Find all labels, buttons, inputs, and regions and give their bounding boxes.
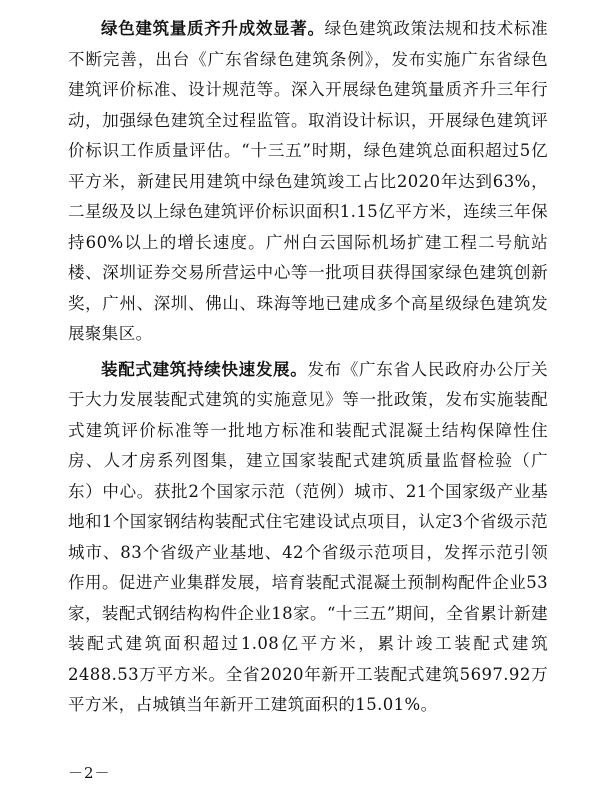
page-number: －2－ <box>68 764 111 782</box>
paragraph-heading: 绿色建筑量质齐升成效显著。 <box>101 19 325 38</box>
document-page <box>68 14 548 721</box>
paragraph-heading: 装配式建筑持续快速发展。 <box>101 359 308 379</box>
paragraph-body: 发布《广东省人民政府办公厅关于大力发展装配式建筑的实施意见》等一批政策，发布实施装配式建筑评价标准等一批地方标准和装配式混凝土结构保障性住房、人才房系列图集，建立国家装配式建筑质量监督检验（广东）中心。获批2个国家示范（范例）城市、21个国家级产业基地和1个国家钢结构装配式住宅建设试点项目，认定3个省级示范城市、83个省级产业基地、42个省级示范项目，发挥示范引领作用。促进产业集群发展，培育装配式混凝土预制构配件企业53家，装配式钢结构构件企业18家。“十三五”期间，全省累计新建装配式建筑面积超过1.08亿平方米，累计竣工装配式建筑2488.53万平方米。全省2020年新开工装配式建筑5697.92万平方米，占城镇当年新开工建筑面积的15.01%。 <box>68 359 548 714</box>
paragraph-green-building <box>68 14 548 350</box>
paragraph-body: 绿色建筑政策法规和技术标准不断完善，出台《广东省绿色建筑条例》，发布实施广东省绿色建筑评价标准、设计规范等。深入开展绿色建筑量质齐升三年行动，加强绿色建筑全过程监管。取消设计标识，开展绿色建筑评价标识工作质量评估。“十三五”时期，绿色建筑总面积超过5亿平方米，新建民用建筑中绿色建筑竣工占比2020年达到63%，二星级及以上绿色建筑评价标识面积1.15亿平方米，连续三年保持60%以上的增长速度。广州白云国际机场扩建工程二号航站楼、深圳证券交易所营运中心等一批项目获得国家绿色建筑创新奖，广州、深圳、佛山、珠海等地已建成多个高星级绿色建筑发展聚集区。 <box>68 19 549 343</box>
paragraph-prefab-building <box>68 355 548 721</box>
